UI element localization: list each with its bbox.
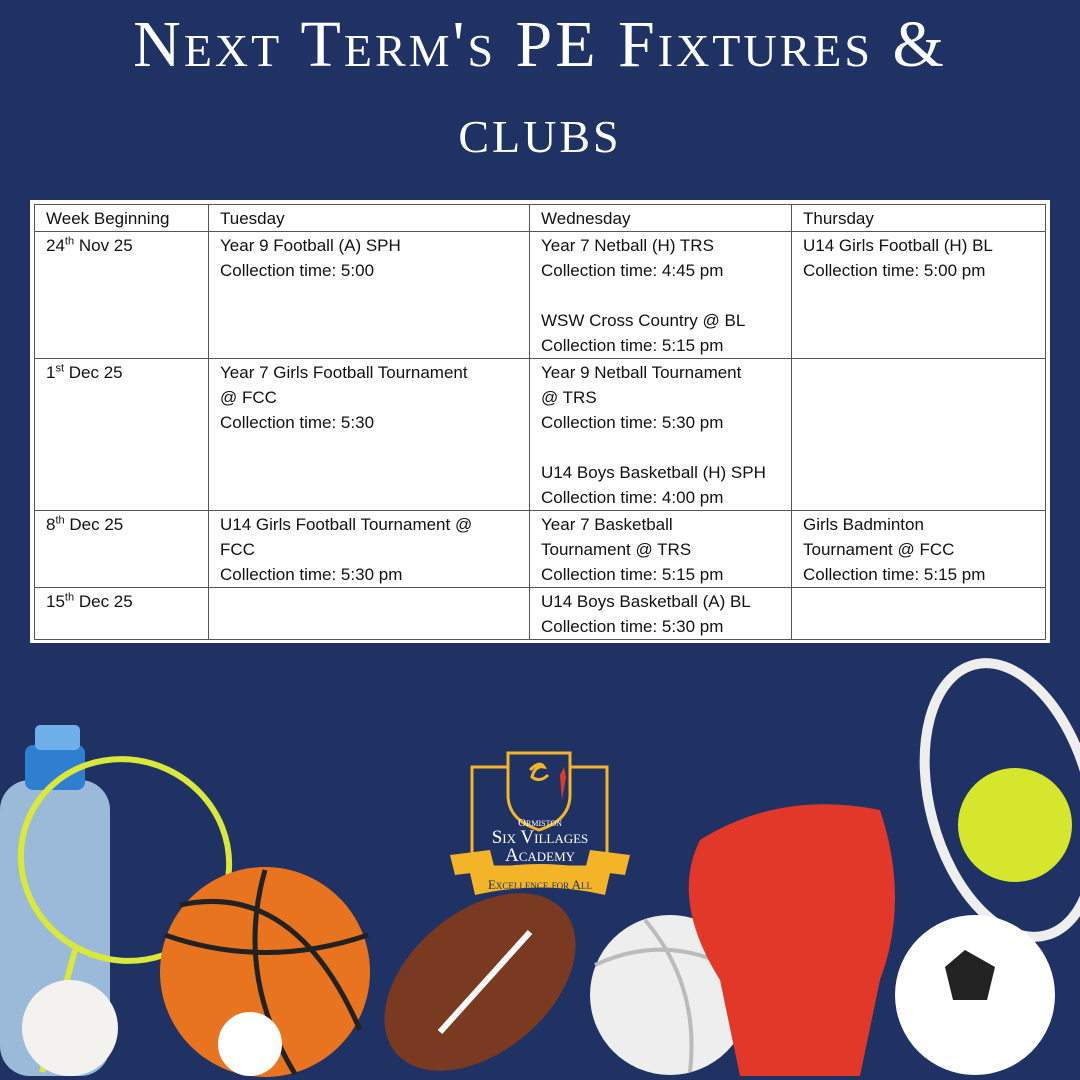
fixture-line: WSW Cross Country @ BL: [541, 311, 746, 330]
fixture-line: @ TRS: [541, 388, 597, 407]
fixture-line: Collection time: 5:15 pm: [803, 565, 986, 584]
wednesday-cell: [530, 511, 792, 588]
wednesday-cell: [530, 359, 792, 511]
fixture-line: Girls Badminton: [803, 515, 924, 534]
title-line-2: clubs: [458, 94, 622, 167]
week-day: 15: [46, 592, 65, 611]
thursday-cell: [792, 588, 1046, 640]
table-row: [35, 588, 1046, 640]
fixture-line: Collection time: 5:00: [220, 261, 375, 280]
fixture-line: Collection time: 5:30: [220, 413, 375, 432]
fixture-line: Collection time: 4:00 pm: [541, 488, 724, 507]
table-row: [35, 511, 1046, 588]
title-line-1: Next Term's PE Fixtures &: [133, 8, 947, 81]
fixture-line: Collection time: 5:15 pm: [541, 565, 724, 584]
week-cell: [35, 232, 209, 359]
week-month: Dec 25: [64, 363, 123, 382]
table-row: [35, 232, 1046, 359]
week-day-suffix: th: [64, 591, 75, 604]
week-month: Dec 25: [74, 592, 133, 611]
fixture-line: Tournament @ FCC: [803, 540, 955, 559]
fixture-line: Year 7 Netball (H) TRS: [541, 236, 714, 255]
week-day-suffix: th: [55, 514, 65, 527]
thursday-cell: [792, 359, 1046, 511]
logo-motto: Excellence for All: [487, 877, 593, 892]
logo-top-text: Ormiston: [518, 817, 562, 829]
header-wednesday: Wednesday: [530, 205, 792, 232]
fixture-line: U14 Girls Football Tournament @: [220, 515, 473, 534]
wednesday-cell: [530, 232, 792, 359]
week-day: 24: [46, 236, 65, 255]
week-day: 1: [46, 363, 56, 382]
fixture-line: @ FCC: [220, 388, 277, 407]
shuttlecock-icon: [218, 1012, 282, 1076]
week-day-suffix: th: [64, 235, 75, 248]
fixture-line: Year 9 Football (A) SPH: [220, 236, 401, 255]
fixture-line: Year 7 Basketball: [541, 515, 673, 534]
fixture-line: U14 Girls Football (H) BL: [803, 236, 993, 255]
fixture-line: [541, 283, 780, 308]
header-thursday: Thursday: [792, 205, 1046, 232]
thursday-cell: [792, 511, 1046, 588]
tuesday-cell: [209, 359, 530, 511]
fixture-line: U14 Boys Basketball (A) BL: [541, 592, 751, 611]
fixture-line: [541, 435, 780, 460]
school-logo: [440, 745, 640, 905]
fixture-line: Collection time: 5:30 pm: [541, 617, 724, 636]
fixture-line: Collection time: 5:00 pm: [803, 261, 986, 280]
fixture-line: FCC: [220, 540, 255, 559]
fixtures-sheet: [30, 200, 1050, 643]
week-day: 8: [46, 515, 56, 534]
table-header-row: [35, 205, 1046, 232]
fixture-line: Tournament @ TRS: [541, 540, 692, 559]
logo-name-line2: Academy: [504, 845, 576, 866]
week-month: Dec 25: [64, 515, 124, 534]
tuesday-cell: [209, 511, 530, 588]
fixture-line: Collection time: 5:30 pm: [541, 413, 724, 432]
week-cell: [35, 359, 209, 511]
fixtures-table: [34, 204, 1046, 640]
table-row: [35, 359, 1046, 511]
week-month: Nov 25: [74, 236, 133, 255]
football-icon: [895, 915, 1055, 1075]
week-cell: [35, 588, 209, 640]
header-week: Week Beginning: [35, 205, 209, 232]
baseball-icon: [22, 980, 118, 1076]
logo-name-line1: Six Villages: [491, 827, 589, 848]
fixture-line: Collection time: 5:30 pm: [220, 565, 403, 584]
week-day-suffix: st: [55, 362, 65, 375]
fixture-line: Year 7 Girls Football Tournament: [220, 363, 468, 382]
wednesday-cell: [530, 588, 792, 640]
header-tuesday: Tuesday: [209, 205, 530, 232]
fixture-line: Year 9 Netball Tournament: [541, 363, 742, 382]
tuesday-cell: [209, 588, 530, 640]
fixture-line: Collection time: 4:45 pm: [541, 261, 724, 280]
tuesday-cell: [209, 232, 530, 359]
thursday-cell: [792, 232, 1046, 359]
week-cell: [35, 511, 209, 588]
page-title: [0, 2, 1080, 174]
fixture-line: U14 Boys Basketball (H) SPH: [541, 463, 766, 482]
tennis-ball-icon: [958, 768, 1072, 882]
fixture-line: Collection time: 5:15 pm: [541, 336, 724, 355]
